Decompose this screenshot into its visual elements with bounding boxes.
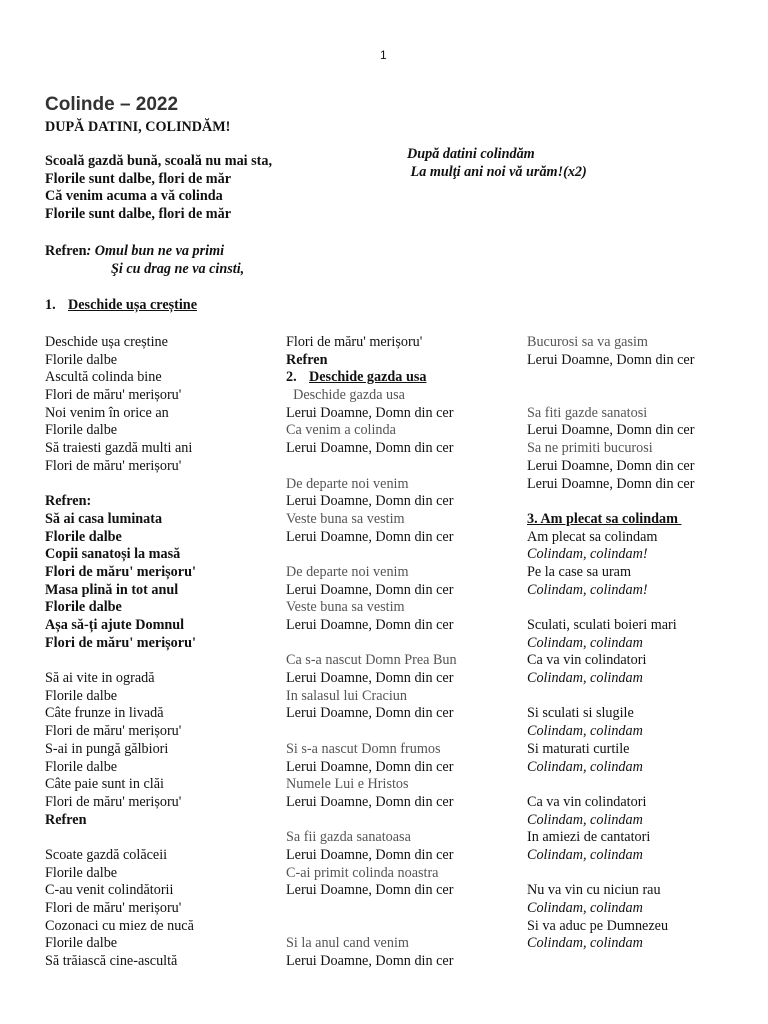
- lyric-line: Ca va vin colindatori: [527, 652, 647, 669]
- lyric-line: Flori de măru' merișoru': [45, 793, 182, 810]
- verse-line: Scoală gazdă bună, scoală nu mai sta,: [45, 153, 273, 169]
- page-number: 1: [380, 48, 387, 62]
- refren-line: : Omul bun ne va primi: [86, 243, 225, 259]
- verse-line: După datini colindăm: [407, 146, 535, 162]
- lyric-line: Florile dalbe: [45, 687, 118, 704]
- lyric-line: De departe noi venim: [286, 563, 409, 580]
- song-heading: 3. Am plecat sa colindam: [527, 510, 682, 527]
- lyric-line: Colindam, colindam: [527, 723, 643, 740]
- intro-right-verse: [407, 146, 587, 181]
- lyric-line: Si la anul cand venim: [286, 935, 409, 952]
- blank-line: [527, 599, 694, 617]
- lyric-line: Câte frunze in livadă: [45, 705, 164, 722]
- lyric-line: Lerui Doamne, Domn din cer: [527, 457, 695, 474]
- verse-line: Că venim acuma a vă colinda: [45, 188, 223, 205]
- lyric-line: Colindam, colindam: [527, 634, 643, 651]
- song-title: Deschide ușa creștine: [68, 297, 197, 313]
- song-title: Deschide gazda usa: [309, 369, 427, 386]
- lyric-line: Lerui Doamne, Domn din cer: [527, 351, 695, 368]
- lyric-line: Florile dalbe: [45, 758, 118, 775]
- lyric-line: Florile dalbe: [45, 351, 118, 368]
- lyrics-column-2: [286, 334, 457, 971]
- lyric-line: Flori de măru' merișoru': [45, 634, 196, 651]
- refren-label: Refren: [286, 351, 328, 368]
- lyric-line: In amiezi de cantatori: [527, 829, 651, 846]
- verse-line: La mulţi ani noi vă urăm!(x2): [407, 163, 587, 180]
- lyric-line: Lerui Doamne, Domn din cer: [286, 493, 454, 510]
- refren-block: [45, 243, 244, 278]
- lyric-line: Să ai casa luminata: [45, 510, 163, 527]
- lyric-line: Lerui Doamne, Domn din cer: [527, 475, 695, 492]
- lyric-line: Colindam, colindam!: [527, 581, 648, 598]
- lyric-line: Sa fii gazda sanatoasa: [286, 829, 411, 846]
- lyric-line: Florile dalbe: [45, 422, 118, 439]
- lyric-line: Bucurosi sa va gasim: [527, 334, 648, 350]
- song-heading: [286, 369, 457, 387]
- blank-line: [286, 635, 457, 653]
- lyric-line: Flori de măru' merișoru': [286, 334, 423, 350]
- lyric-line: Flori de măru' merișoru': [45, 563, 196, 580]
- blank-line: [527, 493, 694, 511]
- lyric-line: Lerui Doamne, Domn din cer: [286, 440, 454, 457]
- lyric-line: Veste buna sa vestim: [286, 510, 405, 527]
- lyric-line: S-ai in pungă gălbiori: [45, 740, 169, 757]
- lyric-line: Si s-a nascut Domn frumos: [286, 740, 441, 757]
- intro-verse: [45, 153, 272, 224]
- verse-line: Florile sunt dalbe, flori de măr: [45, 206, 231, 223]
- lyric-line: Sculati, sculati boieri mari: [527, 617, 677, 633]
- blank-line: [527, 369, 694, 387]
- lyric-line: Flori de măru' merișoru': [45, 457, 182, 474]
- lyric-line: Colindam, colindam: [527, 846, 643, 863]
- lyric-line: Să traiesti gazdă multi ani: [45, 440, 193, 457]
- lyric-line: Colindam, colindam: [527, 670, 643, 687]
- lyric-line: Veste buna sa vestim: [286, 599, 405, 616]
- lyric-line: Si va aduc pe Dumnezeu: [527, 917, 669, 934]
- refren-line: Şi cu drag ne va cinsti,: [111, 260, 245, 277]
- lyric-line: Ascultă colinda bine: [45, 369, 162, 386]
- lyric-line: Deschide ușa creștine: [45, 334, 168, 350]
- lyric-line: C-au venit colindătorii: [45, 882, 174, 899]
- blank-line: [286, 900, 457, 918]
- blank-line: [527, 387, 694, 405]
- song-number: 2.: [286, 369, 297, 386]
- verse-line: Florile sunt dalbe, flori de măr: [45, 170, 231, 187]
- lyric-line: Lerui Doamne, Domn din cer: [527, 422, 695, 439]
- lyric-line: Numele Lui e Hristos: [286, 776, 409, 793]
- lyric-line: Flori de măru' merișoru': [45, 723, 182, 740]
- lyric-line: Lerui Doamne, Domn din cer: [286, 882, 454, 899]
- lyric-line: Câte paie sunt in clăi: [45, 776, 164, 793]
- lyric-line: Colindam, colindam: [527, 935, 643, 952]
- lyric-line: Colindam, colindam: [527, 811, 643, 828]
- blank-line: [286, 918, 457, 936]
- refren-label: Refren: [45, 243, 87, 259]
- lyric-line: Lerui Doamne, Domn din cer: [286, 404, 454, 421]
- song-number: 1.: [45, 297, 56, 313]
- lyric-line: Lerui Doamne, Domn din cer: [286, 705, 454, 722]
- blank-line: [527, 865, 694, 883]
- lyric-line: Sa ne primiti bucurosi: [527, 440, 653, 457]
- lyric-line: Colindam, colindam: [527, 900, 643, 916]
- lyric-line: Florile dalbe: [45, 528, 122, 545]
- lyric-line: Ca s-a nascut Domn Prea Bun: [286, 652, 457, 669]
- lyric-line: Să ai vite in ogradă: [45, 670, 155, 687]
- lyric-line: Florile dalbe: [45, 864, 118, 881]
- lyric-line: Ca va vin colindatori: [527, 793, 647, 810]
- lyrics-column-3: [527, 334, 694, 953]
- lyric-line: Colindam, colindam!: [527, 546, 648, 563]
- blank-line: [45, 476, 196, 494]
- lyric-line: Cozonaci cu miez de nucă: [45, 917, 194, 934]
- lyric-line: De departe noi venim: [286, 475, 409, 492]
- blank-line: [527, 776, 694, 794]
- lyrics-column-1: [45, 334, 196, 971]
- song-heading: [45, 297, 197, 314]
- lyric-line: Sa fiti gazde sanatosi: [527, 404, 648, 421]
- blank-line: [527, 688, 694, 706]
- lyric-line: In salasul lui Craciun: [286, 687, 407, 704]
- lyric-line: C-ai primit colinda noastra: [286, 864, 439, 881]
- lyric-line: Deschide gazda usa: [286, 387, 405, 404]
- lyric-line: Florile dalbe: [45, 935, 118, 952]
- document-title: Colinde – 2022: [45, 94, 179, 115]
- blank-line: [286, 546, 457, 564]
- lyric-line: Lerui Doamne, Domn din cer: [286, 846, 454, 863]
- lyric-line: Masa plină in tot anul: [45, 581, 179, 598]
- lyric-line: Lerui Doamne, Domn din cer: [286, 581, 454, 598]
- lyric-line: Așa să-ți ajute Domnul: [45, 617, 185, 633]
- blank-line: [45, 652, 196, 670]
- blank-line: [286, 812, 457, 830]
- lyric-line: Si sculati si slugile: [527, 705, 634, 722]
- lyric-line: Copii sanatoși la masă: [45, 546, 181, 563]
- lyric-line: Lerui Doamne, Domn din cer: [286, 528, 454, 545]
- blank-line: [286, 723, 457, 741]
- lyric-line: Lerui Doamne, Domn din cer: [286, 793, 454, 810]
- blank-line: [45, 829, 196, 847]
- lyric-line: Lerui Doamne, Domn din cer: [286, 670, 454, 687]
- lyric-line: Lerui Doamne, Domn din cer: [286, 758, 454, 775]
- lyric-line: Florile dalbe: [45, 599, 122, 616]
- lyric-line: Flori de măru' merișoru': [45, 387, 182, 404]
- lyric-line: Să trăiască cine-ascultă: [45, 953, 178, 970]
- lyric-line: Noi venim în orice an: [45, 404, 169, 421]
- lyric-line: Lerui Doamne, Domn din cer: [286, 617, 454, 633]
- refren-label: Refren:: [45, 493, 92, 510]
- lyric-line: Pe la case sa uram: [527, 563, 631, 580]
- document-subtitle: DUPĂ DATINI, COLINDĂM!: [45, 119, 231, 135]
- lyric-line: Lerui Doamne, Domn din cer: [286, 953, 454, 970]
- lyric-line: Nu va vin cu niciun rau: [527, 882, 661, 899]
- lyric-line: Si maturati curtile: [527, 740, 630, 757]
- blank-line: [286, 458, 457, 476]
- lyric-line: Colindam, colindam: [527, 758, 643, 775]
- lyric-line: Ca venim a colinda: [286, 422, 396, 439]
- lyric-line: Scoate gazdă colăceii: [45, 846, 168, 863]
- lyric-line: Am plecat sa colindam: [527, 528, 658, 545]
- refren-label: Refren: [45, 811, 87, 828]
- lyric-line: Flori de măru' merișoru': [45, 900, 182, 916]
